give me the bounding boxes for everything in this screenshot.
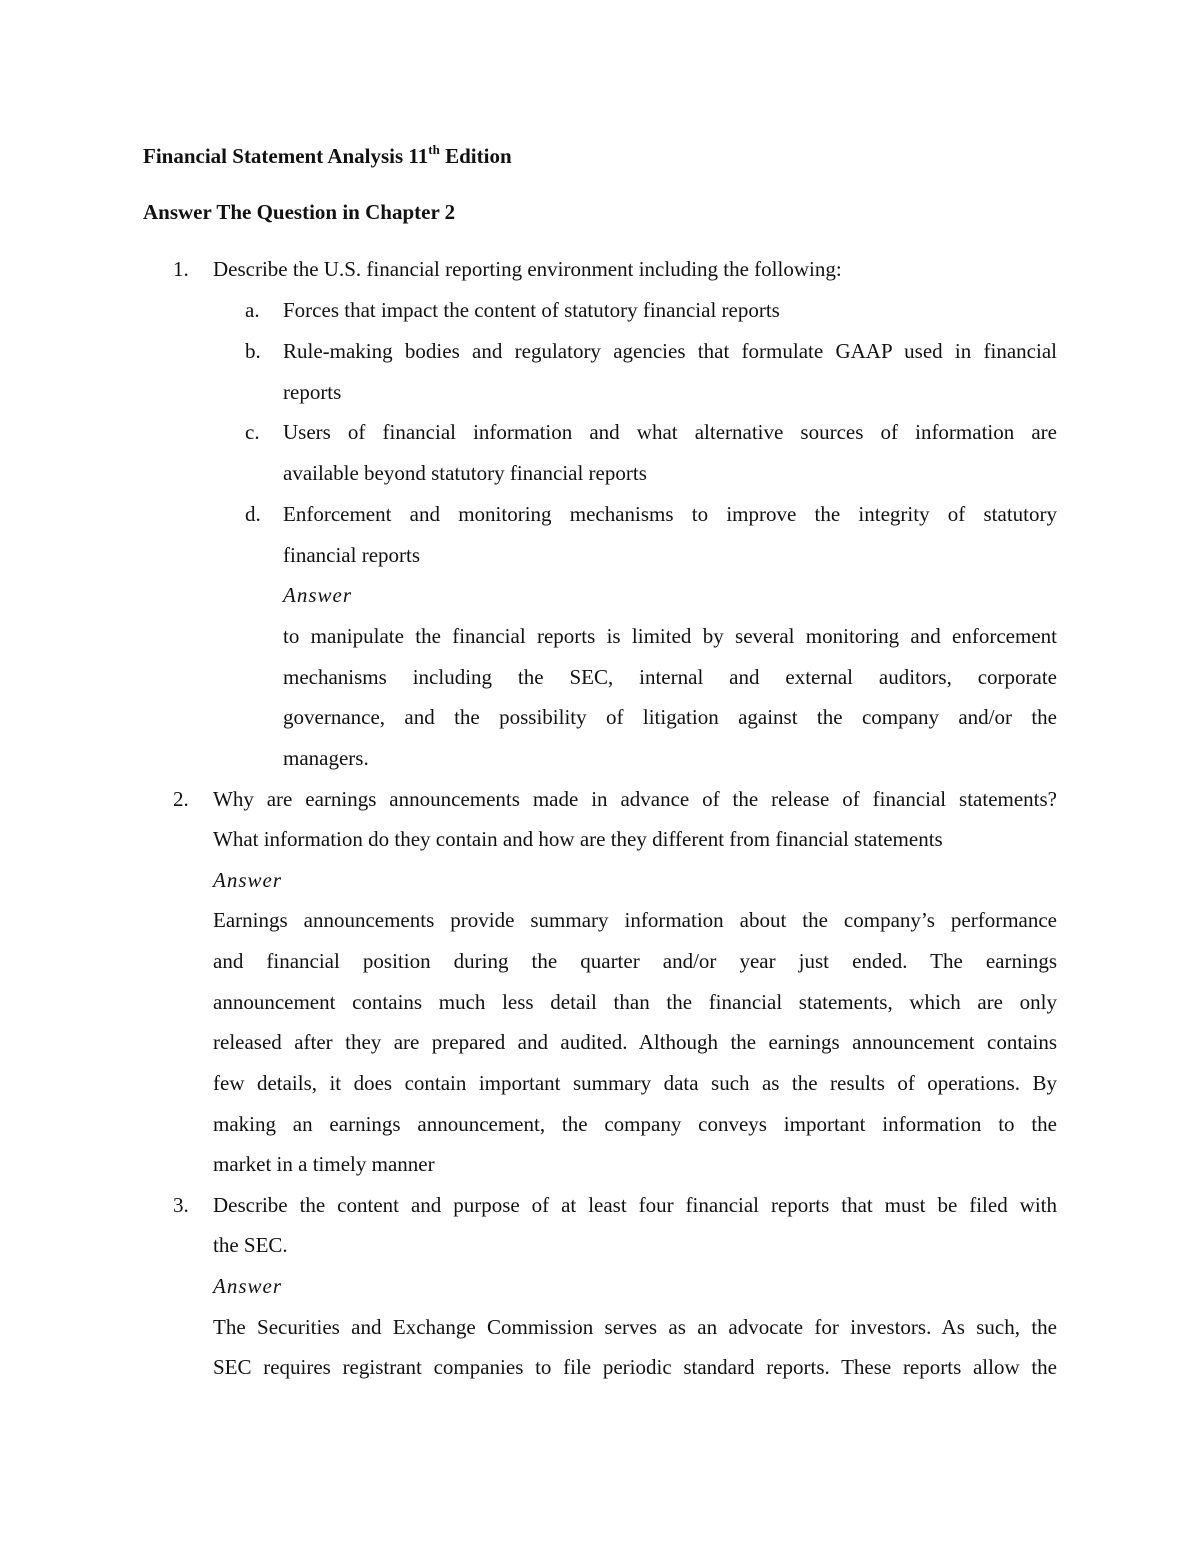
answer-1-line-1: to manipulate the financial reports is limited by several monitoring and enforcement — [283, 624, 1057, 648]
question-3-number: 3. — [173, 1193, 189, 1217]
subitem-b-letter: b. — [245, 339, 261, 363]
subitem-d-letter: d. — [245, 502, 261, 526]
answer-3-line-1: The Securities and Exchange Commission serves as an advocate for investors. As such, the — [213, 1315, 1057, 1339]
answer-2-line-5: few details, it does contain important summary data such as the results of operations. By — [213, 1071, 1057, 1095]
answer-2-line-6: making an earnings announcement, the company conveys important information to the — [213, 1112, 1057, 1136]
answer-label-1: Answer — [283, 583, 352, 607]
question-2-text: Why are earnings announcements made in advance of the release of financial statements? — [213, 787, 1057, 811]
question-3-text: Describe the content and purpose of at least four financial reports that must be filed with — [213, 1193, 1057, 1217]
answer-2-line-1: Earnings announcements provide summary information about the company’s performance — [213, 908, 1057, 932]
answer-2-line-7: market in a timely manner — [213, 1152, 435, 1176]
subitem-c-letter: c. — [245, 420, 260, 444]
subitem-d-text-cont: financial reports — [283, 543, 421, 567]
answer-1-line-2: mechanisms including the SEC, internal and external auditors, corporate — [283, 665, 1057, 689]
subitem-b-text: Rule-making bodies and regulatory agencies that formulate GAAP used in financial — [283, 339, 1057, 363]
answer-3-line-2: SEC requires registrant companies to file periodic standard reports. These reports allow the — [213, 1355, 1057, 1379]
title-superscript: th — [428, 142, 440, 157]
subitem-a-letter: a. — [245, 298, 260, 322]
answer-2-line-2: and financial position during the quarter and/or year just ended. The earnings — [213, 949, 1057, 973]
document-title: Financial Statement Analysis 11th Edition — [143, 142, 512, 168]
document-subtitle: Answer The Question in Chapter 2 — [143, 200, 456, 224]
question-2-text-cont: What information do they contain and how are they different from financial statements — [213, 827, 943, 851]
question-1-text: Describe the U.S. financial reporting environment including the following: — [213, 257, 842, 281]
subitem-b-text-cont: reports — [283, 380, 342, 404]
subitem-a-text: Forces that impact the content of statutory financial reports — [283, 298, 780, 322]
question-1-number: 1. — [173, 257, 189, 281]
answer-1-line-4: managers. — [283, 746, 369, 770]
subitem-c-text-cont: available beyond statutory financial reports — [283, 461, 647, 485]
question-2-number: 2. — [173, 787, 189, 811]
answer-1-line-3: governance, and the possibility of litigation against the company and/or the — [283, 705, 1057, 729]
question-3-text-cont: the SEC. — [213, 1233, 288, 1257]
subitem-d-text: Enforcement and monitoring mechanisms to improve the integrity of statutory — [283, 502, 1057, 526]
subitem-c-text: Users of financial information and what alternative sources of information are — [283, 420, 1057, 444]
answer-label-2: Answer — [213, 868, 282, 892]
answer-2-line-4: released after they are prepared and audited. Although the earnings announcement contains — [213, 1030, 1057, 1054]
answer-2-line-3: announcement contains much less detail than the financial statements, which are only — [213, 990, 1057, 1014]
answer-label-3: Answer — [213, 1274, 282, 1298]
